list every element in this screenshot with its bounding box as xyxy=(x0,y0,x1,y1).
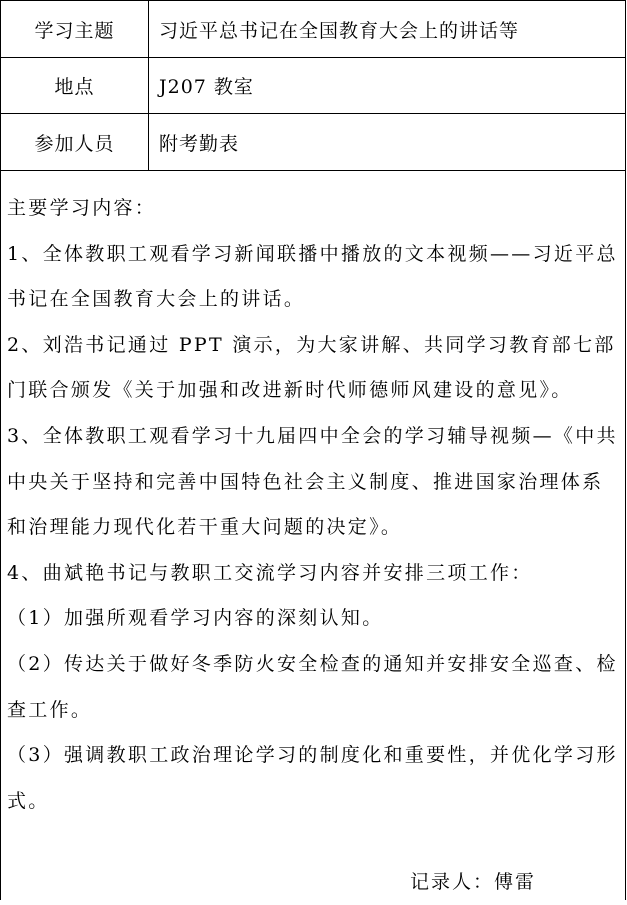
attendees-label: 参加人员 xyxy=(1,114,149,171)
row-location xyxy=(1,58,626,114)
content-subitem-1: （1）加强所观看学习内容的深刻认知。 xyxy=(7,607,384,630)
row-topic xyxy=(1,1,626,58)
row-attendees xyxy=(1,114,626,171)
topic-label: 学习主题 xyxy=(1,1,149,58)
row-content xyxy=(1,171,626,901)
content-body xyxy=(1,171,625,824)
content-item-3: 3、全体教职工观看学习十九届四中全会的学习辅导视频—《中共中央关于坚持和完善中国特色社会主义制度、推进国家治理体系和治理能力现代化若干重大问题的决定》。 xyxy=(7,424,618,539)
content-item-1: 1、全体教职工观看学习新闻联播中播放的文本视频——习近平总书记在全国教育大会上的讲话。 xyxy=(7,242,618,311)
recorder-signature: 记录人：傅雷 xyxy=(410,871,537,893)
content-item-4: 4、曲斌艳书记与教职工交流学习内容并安排三项工作： xyxy=(7,561,533,584)
content-item-2: 2、刘浩书记通过 PPT 演示，为大家讲解、共同学习教育部七部门联合颁发《关于加强和改进新时代师德师风建设的意见》。 xyxy=(7,333,616,402)
topic-value: 习近平总书记在全国教育大会上的讲话等 xyxy=(149,1,626,58)
content-cell xyxy=(1,171,626,901)
location-value: J207 教室 xyxy=(149,58,626,114)
location-label: 地点 xyxy=(1,58,149,114)
content-subitem-3: （3）强调教职工政治理论学习的制度化和重要性，并优化学习形式。 xyxy=(7,744,618,812)
content-subitem-2: （2）传达关于做好冬季防火安全检查的通知并安排安全巡查、检查工作。 xyxy=(7,652,618,721)
content-heading: 主要学习内容： xyxy=(7,197,157,219)
attendees-value: 附考勤表 xyxy=(149,114,626,171)
